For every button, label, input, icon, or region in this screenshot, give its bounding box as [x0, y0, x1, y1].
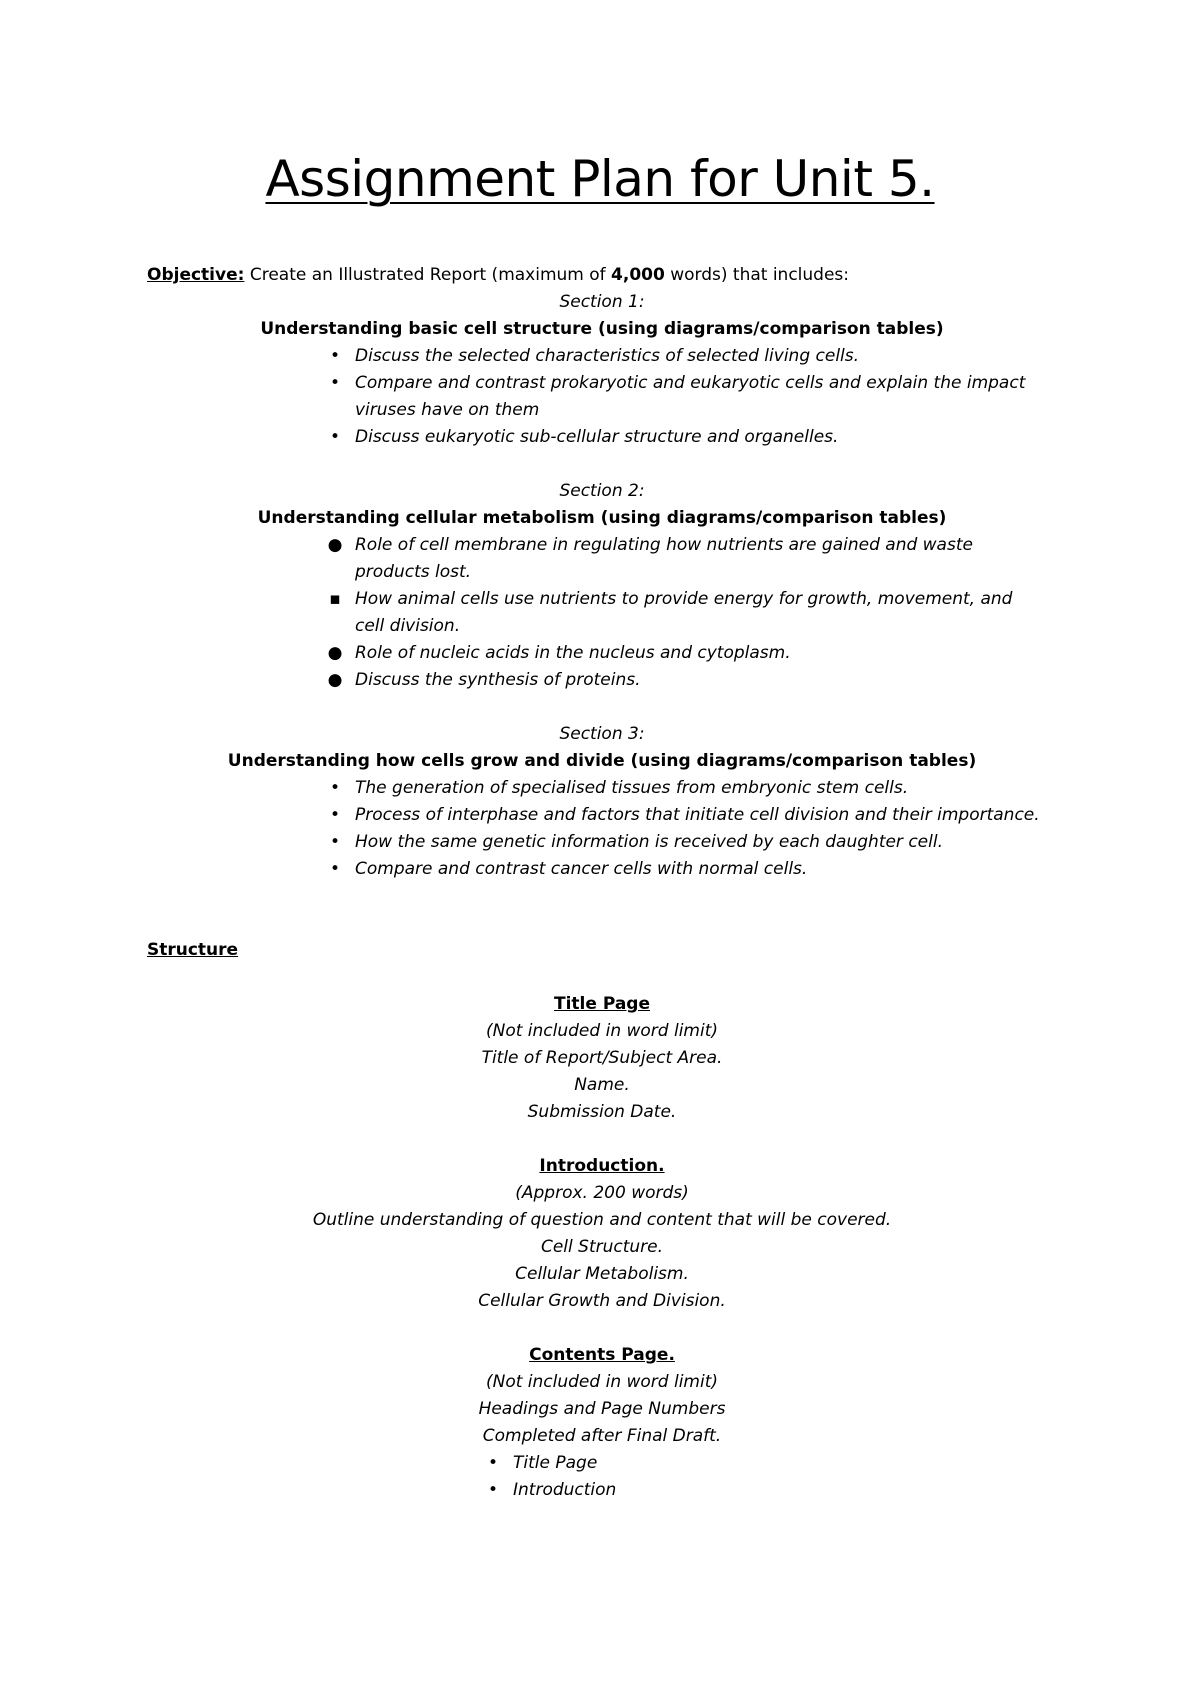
- bullet-icon: •: [329, 373, 341, 393]
- introduction-line: Outline understanding of question and content that will be covered.: [312, 1210, 892, 1230]
- objective-line: [147, 262, 1057, 289]
- spacer: [147, 964, 1057, 991]
- title-page-line: (Not included in word limit): [485, 1021, 719, 1041]
- bullet-icon: ●: [327, 643, 343, 663]
- list-item-text: Discuss eukaryotic sub-cellular structure and organelles.: [355, 427, 839, 447]
- contents-page-line: (Not included in word limit): [485, 1372, 719, 1392]
- section-3-label: Section 3:: [559, 724, 645, 744]
- square-bullet-icon: ▪: [329, 589, 341, 609]
- spacer: [147, 1315, 1057, 1342]
- contents-page-line: Completed after Final Draft.: [482, 1426, 722, 1446]
- list-item: [329, 802, 1057, 829]
- list-item-text: Title Page: [513, 1453, 598, 1473]
- list-item: [329, 424, 1057, 451]
- contents-page-line: Headings and Page Numbers: [478, 1399, 726, 1419]
- spacer: [147, 883, 1057, 937]
- list-item: [487, 1477, 1057, 1504]
- bullet-icon: •: [329, 859, 341, 879]
- list-item: [329, 343, 1057, 370]
- list-item-text: Process of interphase and factors that initiate cell division and their importance.: [355, 805, 1040, 825]
- list-item-text: Role of nucleic acids in the nucleus and cytoplasm.: [355, 643, 791, 663]
- list-item: [327, 640, 1057, 667]
- section-1-label: Section 1:: [559, 292, 645, 312]
- objective-word-count: 4,000: [611, 265, 665, 285]
- list-item: [329, 856, 1057, 883]
- list-item: [327, 532, 1057, 586]
- introduction-line: Cell Structure.: [540, 1237, 664, 1257]
- bullet-icon: •: [329, 778, 341, 798]
- bullet-icon: •: [329, 805, 341, 825]
- list-item-text: How animal cells use nutrients to provide energy for growth, movement, and cell division.: [355, 589, 1013, 636]
- bullet-icon: •: [329, 346, 341, 366]
- objective-label: Objective:: [147, 265, 245, 285]
- list-item-text: Compare and contrast prokaryotic and eukaryotic cells and explain the impact viruses have on them: [355, 373, 1026, 420]
- section-2-list: [147, 532, 1057, 694]
- list-item-text: Discuss the selected characteristics of selected living cells.: [355, 346, 860, 366]
- spacer: [147, 451, 1057, 478]
- bullet-icon: ●: [327, 670, 343, 690]
- bullet-icon: •: [329, 427, 341, 447]
- section-1-heading: Understanding basic cell structure (using diagrams/comparison tables): [260, 319, 944, 339]
- introduction-line: Cellular Growth and Division.: [478, 1291, 726, 1311]
- list-item-text: Discuss the synthesis of proteins.: [355, 670, 641, 690]
- spacer: [147, 1126, 1057, 1153]
- introduction-line: Cellular Metabolism.: [515, 1264, 689, 1284]
- list-item-text: Introduction: [513, 1480, 617, 1500]
- section-3-list: [147, 775, 1057, 883]
- bullet-icon: •: [487, 1480, 499, 1500]
- title-page-line: Name.: [574, 1075, 630, 1095]
- list-item: [487, 1450, 1057, 1477]
- introduction-heading: Introduction.: [539, 1156, 665, 1176]
- list-item: [329, 370, 1057, 424]
- document-body: [147, 262, 1057, 1504]
- page-title: Assignment Plan for Unit 5.: [265, 150, 935, 208]
- objective-text-before: Create an Illustrated Report (maximum of: [249, 265, 612, 285]
- contents-page-heading: Contents Page.: [529, 1345, 675, 1365]
- list-item-text: Compare and contrast cancer cells with normal cells.: [355, 859, 808, 879]
- list-item: [327, 667, 1057, 694]
- title-page-heading: Title Page: [554, 994, 650, 1014]
- structure-heading: Structure: [147, 940, 239, 960]
- section-1-list: [147, 343, 1057, 451]
- list-item-text: Role of cell membrane in regulating how nutrients are gained and waste products lost.: [355, 535, 973, 582]
- title-page-line: Title of Report/Subject Area.: [481, 1048, 723, 1068]
- section-2-heading: Understanding cellular metabolism (using diagrams/comparison tables): [257, 508, 947, 528]
- section-3-heading: Understanding how cells grow and divide (using diagrams/comparison tables): [227, 751, 977, 771]
- bullet-icon: •: [487, 1453, 499, 1473]
- bullet-icon: •: [329, 832, 341, 852]
- list-item: [329, 775, 1057, 802]
- title-page-line: Submission Date.: [527, 1102, 677, 1122]
- list-item: [329, 829, 1057, 856]
- objective-text-after: words) that includes:: [664, 265, 850, 285]
- introduction-line: (Approx. 200 words): [515, 1183, 689, 1203]
- list-item-text: The generation of specialised tissues from embryonic stem cells.: [355, 778, 909, 798]
- list-item: [329, 586, 1057, 640]
- spacer: [147, 694, 1057, 721]
- list-item-text: How the same genetic information is received by each daughter cell.: [355, 832, 943, 852]
- section-2-label: Section 2:: [559, 481, 645, 501]
- contents-page-list: [147, 1450, 1057, 1504]
- bullet-icon: ●: [327, 535, 343, 555]
